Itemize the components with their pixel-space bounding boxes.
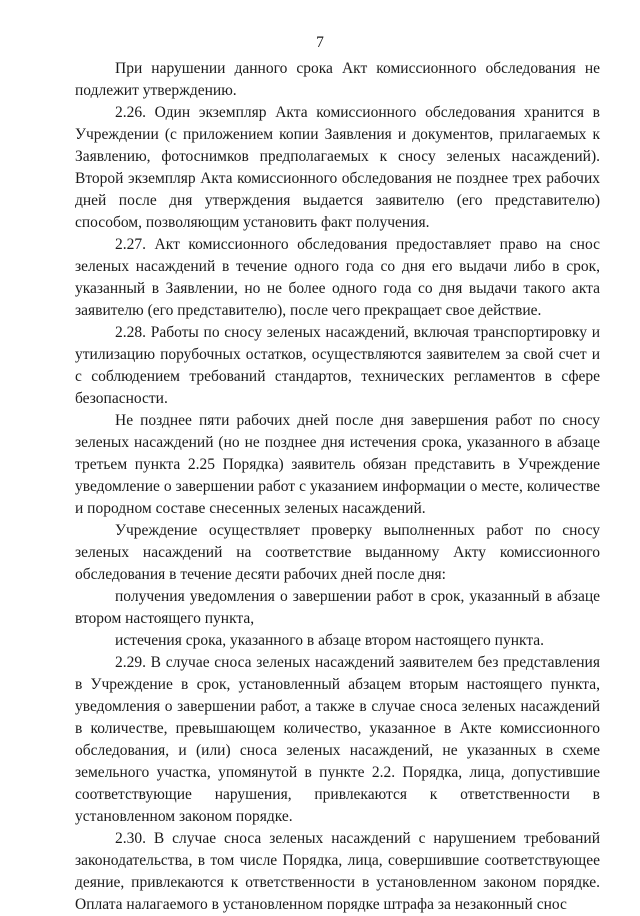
paragraph-2-26: 2.26. Один экземпляр Акта комиссионного обследования хранится в Учреждении (с приложением копии Заявления и документов, прилагаемых к Заявлению, фотоснимков предполагаемых к сносу зеленых насаждений). Второй экземпляр Акта комиссионного обследования не позднее трех рабочих дней после дня утверждения выдается заявителю (его представителю) способом, позволяющим установить факт получения.	[75, 104, 600, 231]
paragraph-2-29: 2.29. В случае сноса зеленых насаждений заявителем без представления в Учреждение в срок, установленный абзацем вторым настоящего пункта, уведомления о завершении работ, а также в случае сноса зеленых насаждений в количестве, превышающем количество, указанное в Акте комиссионного обследования, и (или) сноса зеленых насаждений, не указанных в схеме земельного участка, упомянутой в пункте 2.2. Порядка, лица, допустившие соответствующие нарушения, привлекаются к ответственности в установленном законом порядке.	[75, 654, 600, 825]
paragraph-2-28: 2.28. Работы по сносу зеленых насаждений, включая транспортировку и утилизацию порубочных остатков, осуществляются заявителем за свой счет и с соблюдением требований стандартов, технических регламентов в сфере безопасности.	[75, 324, 600, 407]
paragraph: получения уведомления о завершении работ в срок, указанный в абзаце втором настоящего пункта,	[75, 588, 600, 627]
paragraph: Не позднее пяти рабочих дней после дня завершения работ по сносу зеленых насаждений (но не позднее дня истечения срока, указанного в абзаце третьем пункта 2.25 Порядка) заявитель обязан представить в Учреждение уведомление о завершении работ с указанием информации о месте, количестве и породном составе снесенных зеленых насаждений.	[75, 412, 600, 517]
paragraph: истечения срока, указанного в абзаце втором настоящего пункта.	[115, 632, 545, 649]
paragraph: При нарушении данного срока Акт комиссионного обследования не подлежит утверждению.	[75, 60, 600, 99]
page-number: 7	[316, 34, 324, 51]
paragraph: Учреждение осуществляет проверку выполненных работ по сносу зеленых насаждений на соответствие выданному Акту комиссионного обследования в течение десяти рабочих дней после дня:	[75, 522, 600, 583]
paragraph-2-27: 2.27. Акт комиссионного обследования предоставляет право на снос зеленых насаждений в течение одного года со дня его выдачи либо в срок, указанный в Заявлении, но не более одного года со дня выдачи такого акта заявителю (его представителю), после чего прекращает свое действие.	[75, 236, 600, 319]
document-body	[75, 58, 600, 916]
paragraph-2-30: 2.30. В случае сноса зеленых насаждений с нарушением требований законодательства, в том числе Порядка, лица, совершившие соответствующее деяние, привлекаются к ответственности в установленном законом порядке. Оплата налагаемого в установленном порядке штрафа за незаконный снос	[75, 830, 600, 913]
